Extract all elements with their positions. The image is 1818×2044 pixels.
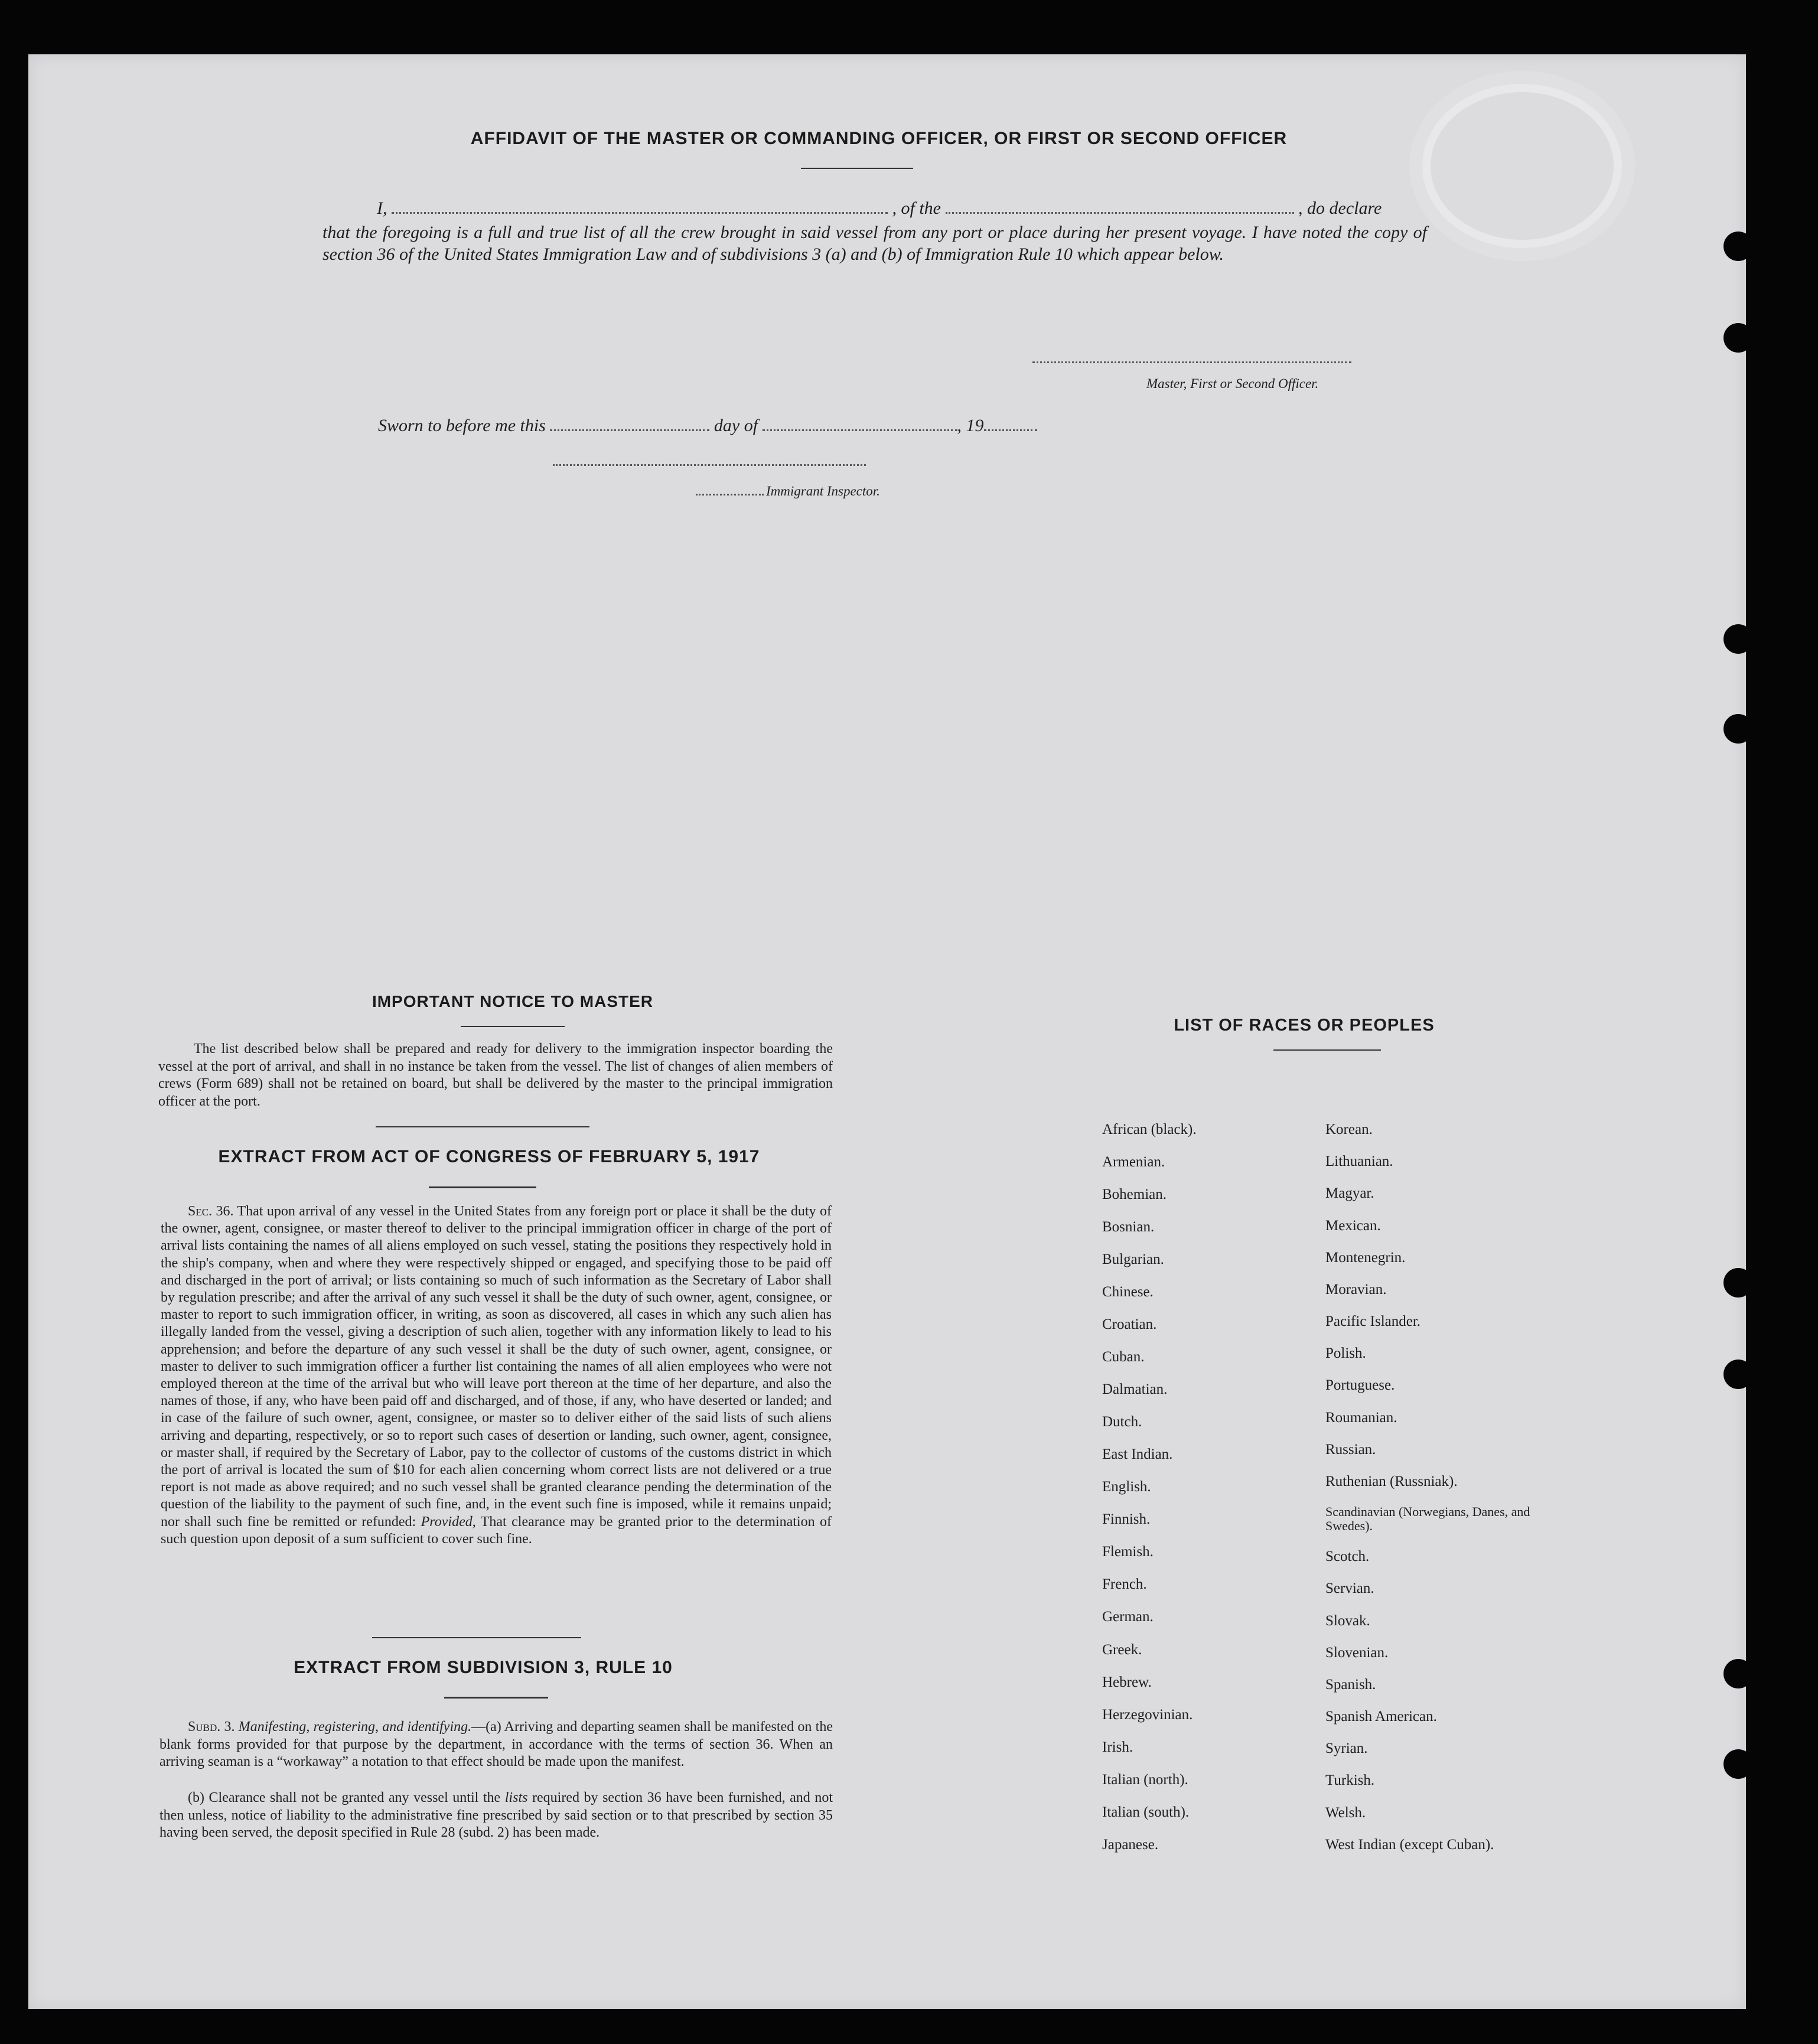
- rule10-title: EXTRACT FROM SUBDIVISION 3, RULE 10: [294, 1658, 673, 1677]
- race-item: Scandinavian (Norwegians, Danes, and Swedes).: [1325, 1504, 1530, 1534]
- race-item: Slovenian.: [1325, 1644, 1389, 1661]
- rule10-subd-heading: Manifesting, registering, and identifying.: [238, 1719, 472, 1735]
- race-item: Hebrew.: [1102, 1674, 1152, 1690]
- race-item: Chinese.: [1102, 1284, 1154, 1300]
- races-list-left: [1102, 1121, 1291, 1853]
- sworn-month-blank[interactable]: [763, 429, 957, 431]
- race-item: Pacific Islander.: [1325, 1313, 1421, 1330]
- race-item: Welsh.: [1325, 1804, 1366, 1821]
- master-signature-blank[interactable]: [1032, 361, 1351, 363]
- race-item: Polish.: [1325, 1345, 1366, 1362]
- act-title-rule: [429, 1186, 536, 1188]
- inspector-label: Immigrant Inspector.: [766, 484, 880, 498]
- act-divider: [372, 1637, 581, 1638]
- punch-hole: [1723, 1268, 1753, 1298]
- inspector-name-blank[interactable]: [696, 494, 764, 495]
- affidavit-declaration-line: [377, 198, 1382, 219]
- race-item: Spanish.: [1325, 1676, 1376, 1693]
- race-item: Finnish.: [1102, 1511, 1151, 1528]
- master-signature-label: Master, First or Second Officer.: [1146, 376, 1319, 391]
- races-title-rule: [1273, 1049, 1381, 1051]
- race-item: Bosnian.: [1102, 1219, 1155, 1235]
- race-item: Croatian.: [1102, 1316, 1157, 1333]
- rule10-title-rule: [444, 1697, 548, 1699]
- punch-hole: [1723, 323, 1753, 353]
- race-item: Roumanian.: [1325, 1409, 1397, 1426]
- form-sheet: [28, 54, 1746, 2009]
- race-item: Scotch.: [1325, 1549, 1370, 1565]
- race-item: Italian (north).: [1102, 1771, 1188, 1788]
- race-item: Slovak.: [1325, 1612, 1370, 1629]
- notice-title-rule: [461, 1026, 565, 1027]
- affidavit-title-rule: [801, 168, 913, 169]
- race-item: Dutch.: [1102, 1414, 1142, 1430]
- act-provided-word: Provided,: [421, 1514, 476, 1530]
- race-item: Korean.: [1325, 1122, 1373, 1137]
- race-item: German.: [1102, 1609, 1154, 1625]
- punch-hole: [1723, 624, 1753, 654]
- race-item: Greek.: [1102, 1641, 1142, 1658]
- race-item: Spanish American.: [1325, 1709, 1437, 1725]
- sworn-day-blank[interactable]: [550, 429, 709, 431]
- race-item: Cuban.: [1102, 1349, 1145, 1365]
- rule10-subd-label: Subd. 3.: [188, 1719, 235, 1735]
- punch-hole: [1723, 1659, 1753, 1688]
- race-item: Armenian.: [1102, 1154, 1165, 1171]
- race-item: African (black).: [1102, 1122, 1197, 1137]
- race-item: Irish.: [1102, 1739, 1133, 1755]
- race-item: Bohemian.: [1102, 1186, 1167, 1203]
- notice-body: The list described below shall be prepared and ready for delivery to the immigration inspector boarding the vessel at the port of arrival, and shall in no instance be taken from the vessel. The list of changes of alien members of crews (Form 689) shall not be retained on board, but shall be delivered by the master to the principal immigration officer at the port.: [158, 1041, 833, 1109]
- rule10-para-b-lists: lists: [504, 1790, 528, 1805]
- punch-hole: [1723, 1360, 1753, 1389]
- race-item: East Indian.: [1102, 1446, 1173, 1463]
- affidavit-do-declare: , do declare: [1298, 198, 1382, 218]
- act-title: EXTRACT FROM ACT OF CONGRESS OF FEBRUARY 5, 1917: [218, 1147, 760, 1166]
- act-provided-text: That clearance may be granted prior to the determination of such question upon deposit of a sum sufficient to cover such fine.: [161, 1514, 832, 1547]
- race-item: Portuguese.: [1325, 1377, 1395, 1394]
- race-item: Mexican.: [1325, 1217, 1381, 1234]
- rule10-para-b-prefix: (b) Clearance shall not be granted any vessel until the: [188, 1790, 501, 1805]
- race-item: Ruthenian (Russniak).: [1325, 1473, 1458, 1489]
- notice-divider: [376, 1126, 589, 1127]
- act-section-text: That upon arrival of any vessel in the United States from any foreign port or place it shall be the duty of the owner, agent, consignee, or master thereof to deliver to the principal immigration officer in charge of the port of arrival lists containing the names of all aliens employed on such vessel, stating the positions they respectively hold in the ship's company, when and where they were respectively shipped or engaged, and specifying those to be paid off and discharged in the port of arrival; or lists containing so much of such information as the Secretary of Labor shall by regulation prescribe; and after the arrival of any such vessel it shall be the duty of such owner, agent, consignee, or master to report to such immigration officer, in writing, as soon as discovered, all cases in which any such alien has illegally landed from the vessel, giving a description of such alien, together with any information likely to lead to his apprehension; and before the departure of any such vessel it shall be the duty of such owner, agent, consignee, or master to deliver to such immigration officer a further list containing the names of all alien employees who were not employed thereon at the time of the arrival but who will leave port thereon at the time of her departure, and also the names of those, if any, who have been paid off and discharged, and of those, if any, who have deserted or landed; and in case of the failure of such owner, agent, consignee, or master so to deliver either of the said lists of such aliens arriving and departing, respectively, or so to report such cases of desertion or landing, such owner, agent, consignee, or master shall, if required by the Secretary of Labor, pay to the collector of customs of the customs district in which the port of arrival is located the sum of $10 for each alien concerning whom correct lists are not delivered or a true report is not made as above required; and no such vessel shall be granted clearance pending the determination of the question of the liability to the payment of such fine, and, in the event such fine is imposed, while it remains unpaid; nor shall such fine be remitted or refunded:: [161, 1204, 832, 1530]
- affidavit-title: AFFIDAVIT OF THE MASTER OR COMMANDING OFFICER, OR FIRST OR SECOND OFFICER: [470, 129, 1288, 148]
- race-item: Japanese.: [1102, 1836, 1159, 1853]
- name-blank[interactable]: [392, 212, 888, 214]
- race-item: Herzegovinian.: [1102, 1706, 1193, 1723]
- races-title: LIST OF RACES OR PEOPLES: [1174, 1016, 1435, 1035]
- race-item: Moravian.: [1325, 1281, 1387, 1298]
- inspector-signature-blank[interactable]: [553, 464, 866, 466]
- race-item: Dalmatian.: [1102, 1381, 1168, 1398]
- affidavit-body: that the foregoing is a full and true list of all the crew brought in said vessel from any port or place during her present voyage. I have noted the copy of section 36 of the United States Immigration Law and of subdivisions 3 (a) and (b) of Immigration Rule 10 which appear below.: [322, 223, 1427, 264]
- act-body: [161, 1203, 832, 1548]
- race-item: Montenegrin.: [1325, 1249, 1406, 1266]
- race-item: English.: [1102, 1479, 1151, 1495]
- race-item: Italian (south).: [1102, 1804, 1190, 1820]
- race-item: Bulgarian.: [1102, 1251, 1164, 1268]
- race-item: Turkish.: [1325, 1772, 1375, 1789]
- affidavit-of-the: , of the: [892, 198, 941, 218]
- inspector-line: [696, 484, 880, 499]
- race-item: French.: [1102, 1576, 1147, 1593]
- rule10-para-a-text: —(a) Arriving and departing seamen shall be manifested on the blank forms provided for that purpose by the department, in accordance with the terms of section 36. When an arriving seaman is a “workaway” a notation to that effect should be made upon the manifest.: [159, 1719, 833, 1770]
- sworn-year-blank[interactable]: [984, 429, 1037, 431]
- sworn-year-prefix: , 19: [957, 416, 984, 435]
- punch-hole: [1723, 714, 1753, 744]
- punch-hole: [1723, 232, 1753, 261]
- notice-title: IMPORTANT NOTICE TO MASTER: [372, 992, 654, 1010]
- race-item: Syrian.: [1325, 1740, 1368, 1757]
- embossed-seal: [1422, 84, 1622, 248]
- race-item: Flemish.: [1102, 1544, 1154, 1560]
- affidavit-pronoun: I,: [377, 198, 387, 218]
- rule10-para-a: [159, 1719, 833, 1771]
- sworn-day-of: day of: [713, 416, 758, 435]
- race-item: West Indian (except Cuban).: [1325, 1836, 1494, 1853]
- race-item: Servian.: [1325, 1580, 1374, 1597]
- race-item: Lithuanian.: [1325, 1153, 1393, 1170]
- vessel-blank[interactable]: [946, 212, 1294, 214]
- race-item: Russian.: [1325, 1441, 1376, 1458]
- rule10-para-b-rest: required by section 36 have been furnished, and not then unless, notice of liability to the administrative fine prescribed by said section or to that prescribed by section 35 having been served, the deposit specified in Rule 28 (subd. 2) has been made.: [159, 1790, 833, 1841]
- races-list-right: [1325, 1121, 1573, 1853]
- race-item: Magyar.: [1325, 1185, 1374, 1202]
- punch-hole: [1723, 1749, 1753, 1779]
- sworn-line: [378, 416, 1037, 436]
- sworn-prefix: Sworn to before me this: [378, 416, 546, 435]
- rule10-para-b: [159, 1789, 833, 1842]
- act-section-label: Sec. 36.: [188, 1204, 234, 1219]
